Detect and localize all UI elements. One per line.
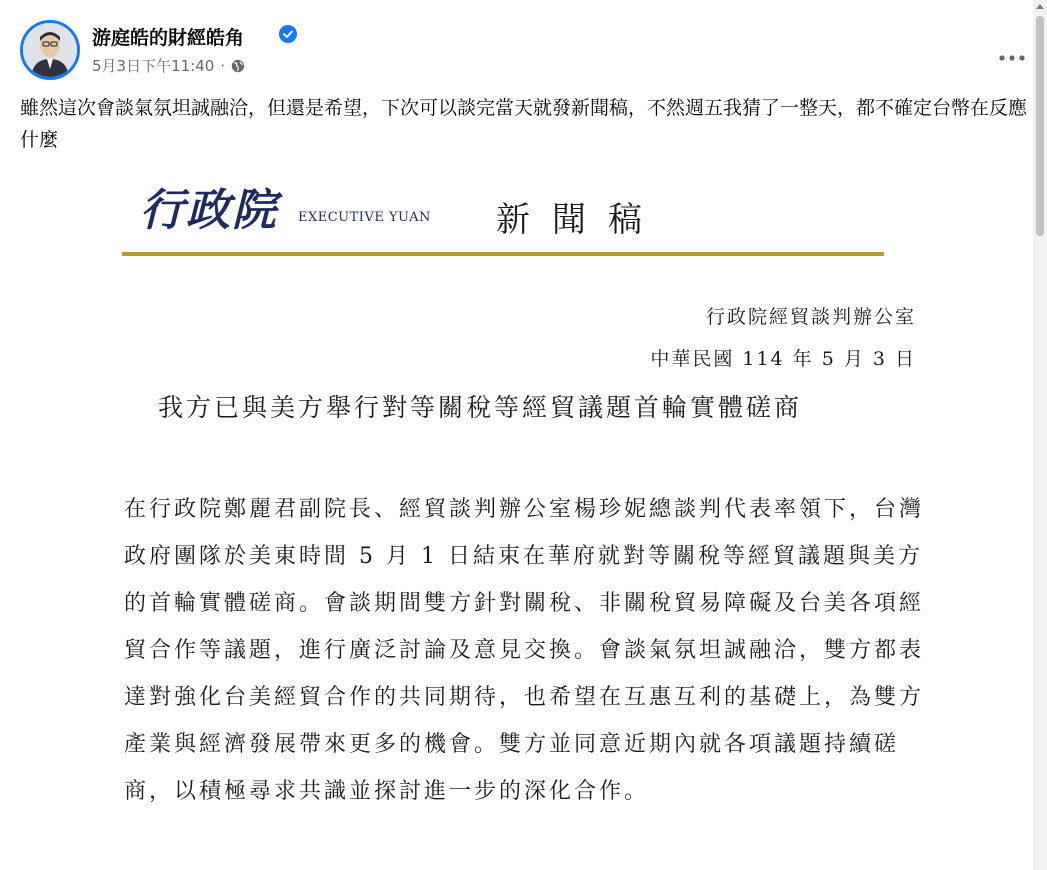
press-body: 在行政院鄭麗君副院長、經貿談判辦公室楊珍妮總談判代表率領下，台灣政府團隊於美東時間 5 月 1 日結束在華府就對等關稅等經貿議題與美方的首輪實體磋商。會談期間雙方針對關稅、非關稅貿易障礙及台美各項經貿合作等議題，進行廣泛討論及意見交換。會談氣氛坦誠融洽，雙方都表達對強化台美經貿合作的共同期待，也希望在互惠互利的基礎上，為雙方產業與經濟發展帶來更多的機會。雙方並同意近期內就各項議題持續磋商，以積極尋求共識並探討進一步的深化合作。 — [124, 497, 925, 804]
document-type-title: 新聞稿 — [496, 200, 664, 240]
verified-badge-icon — [279, 25, 297, 43]
executive-yuan-logo: 行政院 — [140, 185, 278, 236]
executive-yuan-logo-en: EXECUTIVE YUAN — [298, 210, 431, 225]
page-scrollbar[interactable] — [1033, 0, 1047, 870]
post-header — [16, 16, 1016, 80]
post-caption: 雖然這次會談氣氛坦誠融洽，但還是希望，下次可以談完當天就發新聞稿，不然週五我猜了一整天，都不確定台幣在反應什麼 — [20, 97, 1028, 151]
avatar[interactable] — [20, 20, 80, 80]
globe-icon[interactable] — [231, 59, 245, 73]
more-options-button[interactable] — [992, 38, 1032, 78]
avatar-photo-icon — [23, 23, 77, 77]
scrollbar-thumb[interactable] — [1036, 16, 1044, 236]
post-meta — [92, 55, 245, 76]
press-release-image[interactable] — [86, 170, 948, 870]
header-divider — [122, 252, 884, 256]
meta-separator: · — [220, 56, 226, 75]
post-timestamp[interactable]: 5月3日下午11:40 — [92, 57, 215, 75]
press-headline: 我方已與美方舉行對等關稅等經貿議題首輪實體磋商 — [158, 393, 803, 422]
more-options-icon — [999, 55, 1025, 61]
scroll-up-arrow-icon[interactable] — [1036, 4, 1044, 9]
release-date: 中華民國 114 年 5 月 3 日 — [650, 348, 916, 370]
author-name[interactable]: 游庭皓的財經皓角 — [92, 27, 245, 49]
issuing-office: 行政院經貿談判辦公室 — [705, 306, 916, 328]
